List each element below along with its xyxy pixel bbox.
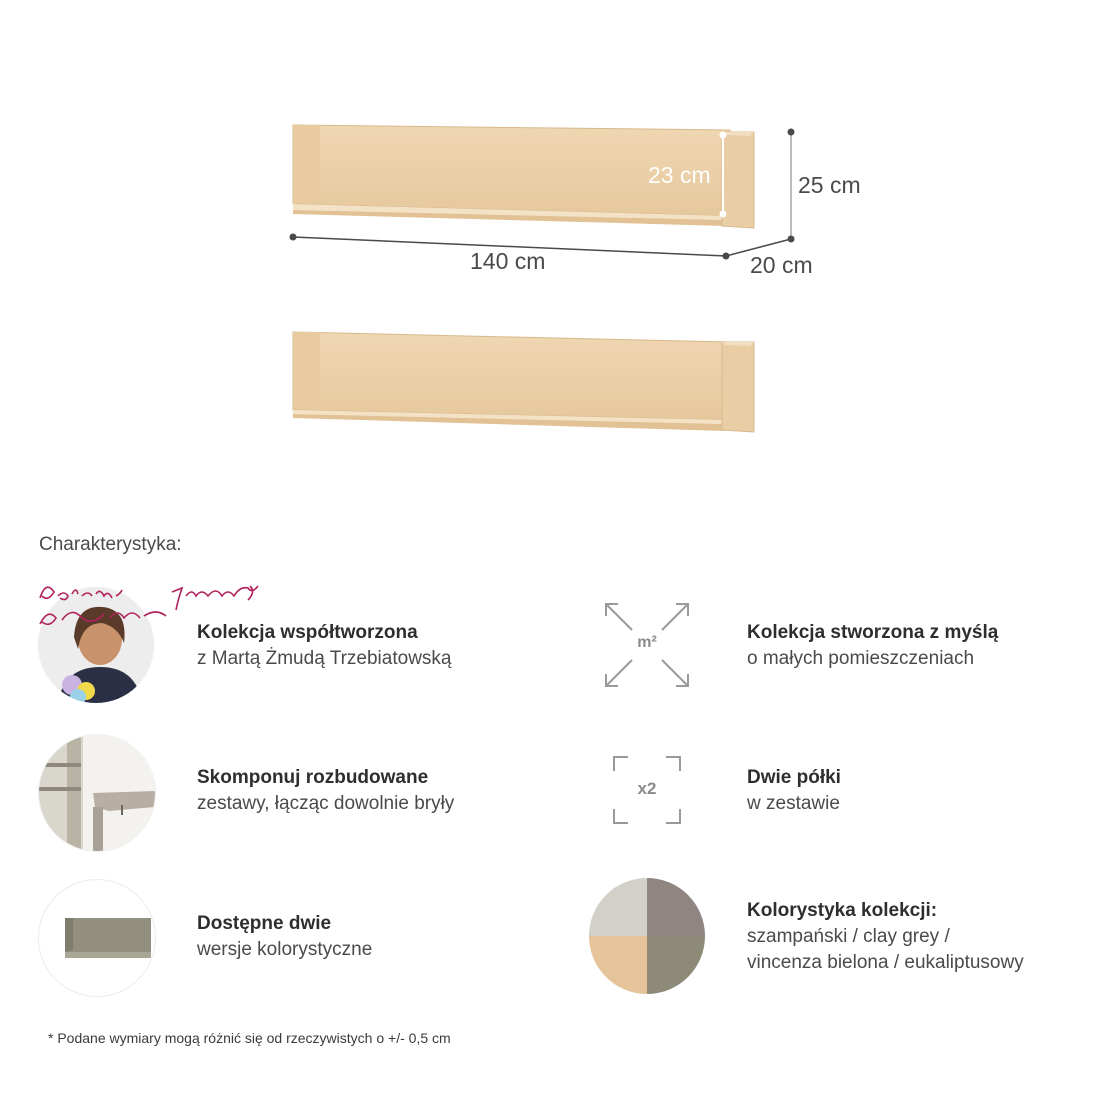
two-pieces-icon: [612, 755, 682, 825]
feature-collab: [197, 620, 451, 672]
dimension-width: 140 cm: [470, 248, 546, 274]
feature-title: Kolekcja współtworzona: [197, 622, 418, 643]
feature-desc: wersje kolorystyczne: [197, 939, 373, 960]
feature-title: Dostępne dwie: [197, 913, 332, 934]
feature-desc: o małych pomieszczeniach: [747, 648, 975, 669]
furniture-detail-photo: [38, 734, 156, 852]
feature-desc: zestawy, łącząc dowolnie bryły: [197, 793, 455, 814]
section-title: Charakterystyka:: [39, 534, 182, 555]
feature-desc: vincenza bielona / eukaliptusowy: [747, 952, 1024, 973]
feature-title: Dwie półki: [747, 767, 841, 788]
dimension-inner-height: 23 cm: [648, 162, 711, 188]
feature-two-shelves: [747, 765, 841, 817]
feature-desc: szampański / clay grey /: [747, 926, 950, 947]
dimension-height: 25 cm: [798, 172, 861, 198]
two-pieces-label: x2: [637, 779, 657, 798]
feature-desc: w zestawie: [747, 793, 840, 814]
area-m2-label: m²: [637, 634, 657, 651]
feature-desc: z Martą Żmudą Trzebiatowską: [197, 648, 452, 669]
feature-title: Kolekcja stworzona z myślą: [747, 622, 999, 643]
feature-compose: [197, 765, 454, 817]
shelf-bottom: [293, 332, 754, 432]
footnote: * Podane wymiary mogą różnić się od rzeczywistych o +/- 0,5 cm: [48, 1030, 451, 1046]
feature-small-rooms: [747, 620, 998, 672]
shelf-dimension-drawing: [0, 0, 1112, 470]
shelf-color-photo: [38, 879, 156, 997]
feature-title: Kolorystyka kolekcji:: [747, 900, 938, 921]
color-swatch-icon: [589, 878, 705, 994]
feature-two-versions: [197, 911, 372, 963]
feature-title: Skomponuj rozbudowane: [197, 767, 429, 788]
feature-colors: [747, 898, 1024, 976]
area-m2-icon: [604, 602, 690, 688]
dimension-depth: 20 cm: [750, 252, 813, 278]
